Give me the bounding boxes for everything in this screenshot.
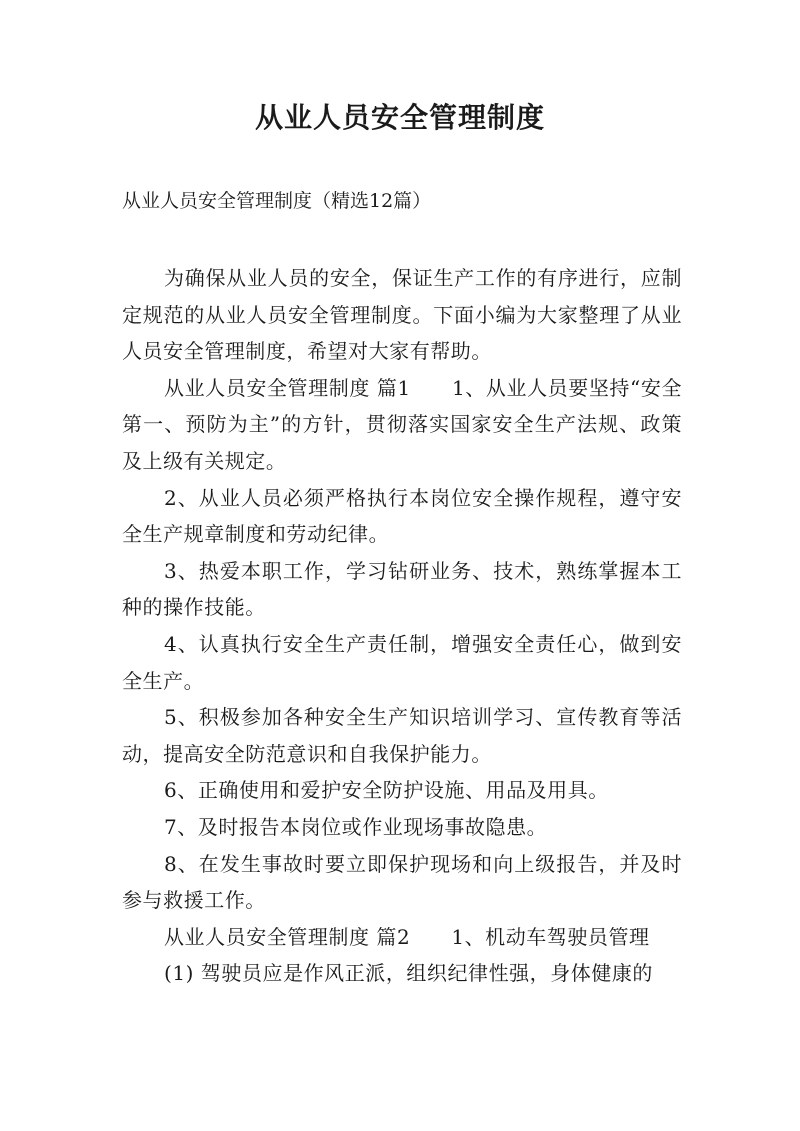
paragraph: (1) 驾驶员应是作风正派，组织纪律性强，身体健康的: [164, 961, 653, 986]
paragraph: 为确保从业人员的安全，保证生产工作的有序进行，应制定规范的从业人员安全管理制度。下面小编为大家整理了从业人员安全管理制度，希望对大家有帮助。: [122, 266, 682, 364]
paragraph: 6、正确使用和爱护安全防护设施、用品及用具。: [164, 778, 609, 803]
paragraph: 2、从业人员必须严格执行本岗位安全操作规程，遵守安全生产规章制度和劳动纪律。: [122, 485, 682, 547]
paragraph: 8、在发生事故时要立即保护现场和向上级报告，并及时参与救援工作。: [122, 851, 682, 913]
paragraph: 4、认真执行安全生产责任制，增强安全责任心，做到安全生产。: [122, 631, 682, 693]
document-body: [122, 260, 682, 992]
paragraph: 从业人员安全管理制度 篇2 1、机动车驾驶员管理: [164, 924, 650, 949]
paragraph: 从业人员安全管理制度 篇1 1、从业人员要坚持“安全第一、预防为主”的方针，贯彻落实国家安全生产法规、政策及上级有关规定。: [122, 375, 682, 473]
document-subtitle: 从业人员安全管理制度（精选12篇）: [122, 190, 432, 212]
paragraph: 5、积极参加各种安全生产知识培训学习、宣传教育等活动，提高安全防范意识和自我保护能力。: [122, 705, 682, 766]
paragraph: 7、及时报告本岗位或作业现场事故隐患。: [164, 814, 548, 839]
paragraph: 3、热爱本职工作，学习钻研业务、技术，熟练掌握本工种的操作技能。: [122, 558, 682, 620]
document-title: 从业人员安全管理制度: [254, 101, 545, 134]
